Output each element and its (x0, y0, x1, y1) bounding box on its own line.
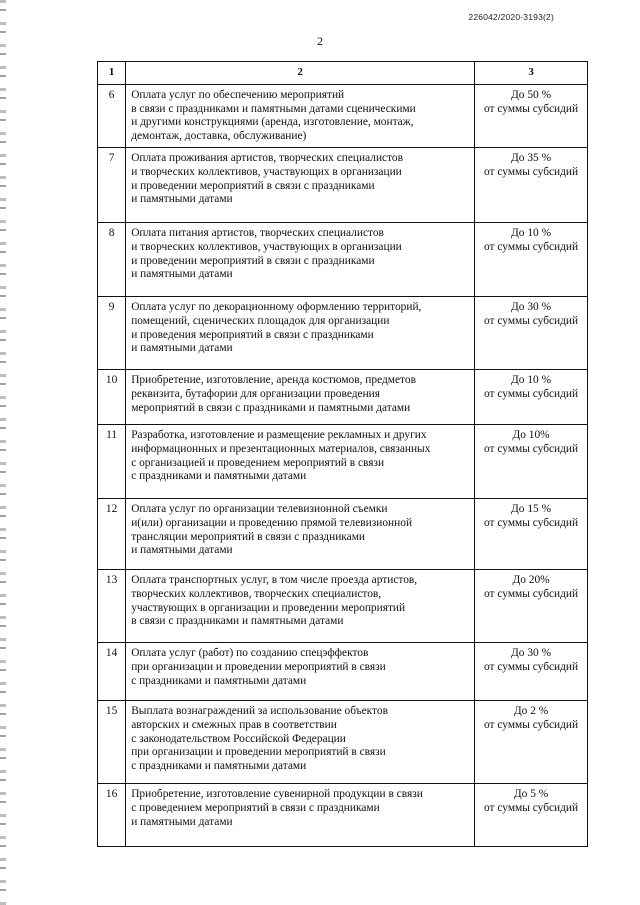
limit-base: от суммы субсидий (484, 660, 579, 673)
description-line: и проведении мероприятий в связи с праздниками (131, 179, 375, 192)
description-line: в связи с праздниками и памятными датами сценическими (131, 102, 416, 115)
limit-cell (475, 297, 588, 370)
description-line: с проведением мероприятий в связи с праздниками (131, 801, 380, 814)
limit-cell (475, 85, 588, 148)
row-number: 15 (98, 701, 126, 784)
limit-base: от суммы субсидий (484, 102, 579, 115)
row-number: 7 (98, 148, 126, 223)
description-line: Оплата транспортных услуг, в том числе проезда артистов, (131, 574, 418, 587)
description-line: при организации и проведении мероприятий в связи (131, 746, 386, 759)
limit-percent: До 10 % (511, 374, 552, 387)
row-number: 10 (98, 370, 126, 425)
expense-description (126, 425, 475, 499)
expense-description (126, 85, 475, 148)
description-line: авторских и смежных прав в соответствии (131, 718, 337, 731)
description-line: и проведении мероприятий в связи с праздниками (131, 254, 375, 267)
expense-description (126, 701, 475, 784)
table-row (98, 297, 588, 370)
limit-percent: До 2 % (513, 705, 549, 718)
description-line: с законодательством Российской Федерации (131, 732, 346, 745)
description-line: Разработка, изготовление и размещение рекламных и других (131, 429, 427, 442)
description-line: Оплата услуг по декорационному оформлению территорий, (131, 301, 422, 314)
table-row (98, 223, 588, 297)
table-row (98, 701, 588, 784)
limit-base: от суммы субсидий (484, 387, 579, 400)
table-row (98, 148, 588, 223)
table-row (98, 425, 588, 499)
limit-percent: До 20% (512, 574, 550, 587)
expense-description (126, 499, 475, 570)
limit-cell (475, 370, 588, 425)
description-line: трансляции мероприятий в связи с праздниками (131, 530, 366, 543)
limit-percent: До 10% (512, 429, 550, 442)
description-line: с праздниками и памятными датами (131, 759, 307, 772)
description-line: и другими конструкциями (аренда, изготовление, монтаж, (131, 116, 414, 129)
description-line: Оплата питания артистов, творческих специалистов (131, 227, 384, 240)
description-line: Оплата проживания артистов, творческих специалистов (131, 152, 404, 165)
limit-percent: До 30 % (511, 647, 552, 660)
limit-base: от суммы субсидий (484, 718, 579, 731)
limit-percent: До 5 % (513, 788, 549, 801)
expense-description (126, 148, 475, 223)
limit-base: от суммы субсидий (484, 516, 579, 529)
description-line: и памятными датами (131, 268, 233, 281)
limit-cell (475, 784, 588, 847)
description-line: в связи с праздниками и памятными датами (131, 615, 344, 628)
limit-base: от суммы субсидий (484, 587, 579, 600)
limit-cell (475, 223, 588, 297)
description-line: при организации и проведении мероприятий в связи (131, 660, 386, 673)
row-number: 11 (98, 425, 126, 499)
row-number: 6 (98, 85, 126, 148)
limit-cell (475, 499, 588, 570)
expense-description (126, 570, 475, 643)
limit-cell (475, 643, 588, 701)
description-line: реквизита, бутафории для организации проведения (131, 387, 381, 400)
column-header-1: 1 (98, 62, 126, 85)
description-line: мероприятий в связи с праздниками и памятными датами (131, 401, 411, 414)
description-line: Приобретение, изготовление сувенирной продукции в связи (131, 788, 423, 801)
limit-percent: До 10 % (511, 227, 552, 240)
column-header-3: 3 (475, 62, 588, 85)
table-header-row (98, 62, 588, 85)
row-number: 14 (98, 643, 126, 701)
scan-edge-artifact (0, 0, 6, 905)
expense-description (126, 643, 475, 701)
limit-cell (475, 701, 588, 784)
description-line: творческих коллективов, творческих специалистов, (131, 587, 382, 600)
limit-base: от суммы субсидий (484, 240, 579, 253)
description-line: с праздниками и памятными датами (131, 674, 307, 687)
limit-percent: До 35 % (511, 152, 552, 165)
description-line: и памятными датами (131, 544, 233, 557)
expense-description (126, 784, 475, 847)
description-line: и памятными датами (131, 193, 233, 206)
description-line: и(или) организации и проведению прямой телевизионной (131, 516, 413, 529)
table-row (98, 370, 588, 425)
table-row (98, 643, 588, 701)
table-body (98, 85, 588, 847)
table-row (98, 570, 588, 643)
description-line: и творческих коллективов, участвующих в организации (131, 240, 402, 253)
table-row (98, 784, 588, 847)
limit-base: от суммы субсидий (484, 801, 579, 814)
expense-description (126, 370, 475, 425)
description-line: демонтаж, доставка, обслуживание) (131, 129, 307, 142)
description-line: Приобретение, изготовление, аренда костюмов, предметов (131, 374, 416, 387)
limit-cell (475, 425, 588, 499)
description-line: с организацией и проведением мероприятий в связи (131, 456, 385, 469)
expense-table (97, 61, 588, 847)
row-number: 9 (98, 297, 126, 370)
description-line: Оплата услуг (работ) по созданию спецэффектов (131, 647, 369, 660)
column-header-2: 2 (126, 62, 475, 85)
table-row (98, 85, 588, 148)
description-line: и творческих коллективов, участвующих в организации (131, 165, 402, 178)
limit-base: от суммы субсидий (484, 442, 579, 455)
row-number: 12 (98, 499, 126, 570)
row-number: 13 (98, 570, 126, 643)
limit-cell (475, 148, 588, 223)
description-line: информационных и презентационных материалов, связанных (131, 442, 431, 455)
page-number: 2 (317, 34, 323, 48)
description-line: с праздниками и памятными датами (131, 470, 307, 483)
row-number: 16 (98, 784, 126, 847)
document-number: 226042/2020-3193(2) (468, 12, 554, 22)
limit-base: от суммы субсидий (484, 165, 579, 178)
row-number: 8 (98, 223, 126, 297)
description-line: Оплата услуг по обеспечению мероприятий (131, 89, 345, 101)
limit-percent: До 15 % (511, 503, 552, 516)
description-line: участвующих в организации и проведении мероприятий (131, 601, 406, 614)
description-line: Оплата услуг по организации телевизионной съемки (131, 503, 388, 516)
table-row (98, 499, 588, 570)
description-line: Выплата вознаграждений за использование объектов (131, 705, 388, 718)
description-line: и памятными датами (131, 815, 233, 828)
expense-description (126, 223, 475, 297)
expense-description (126, 297, 475, 370)
description-line: и проведения мероприятий в связи с праздниками (131, 328, 374, 341)
limit-base: от суммы субсидий (484, 314, 579, 327)
limit-percent: До 50 % (511, 89, 552, 101)
limit-percent: До 30 % (511, 301, 552, 314)
description-line: помещений, сценических площадок для организации (131, 314, 390, 327)
description-line: и памятными датами (131, 342, 233, 355)
limit-cell (475, 570, 588, 643)
